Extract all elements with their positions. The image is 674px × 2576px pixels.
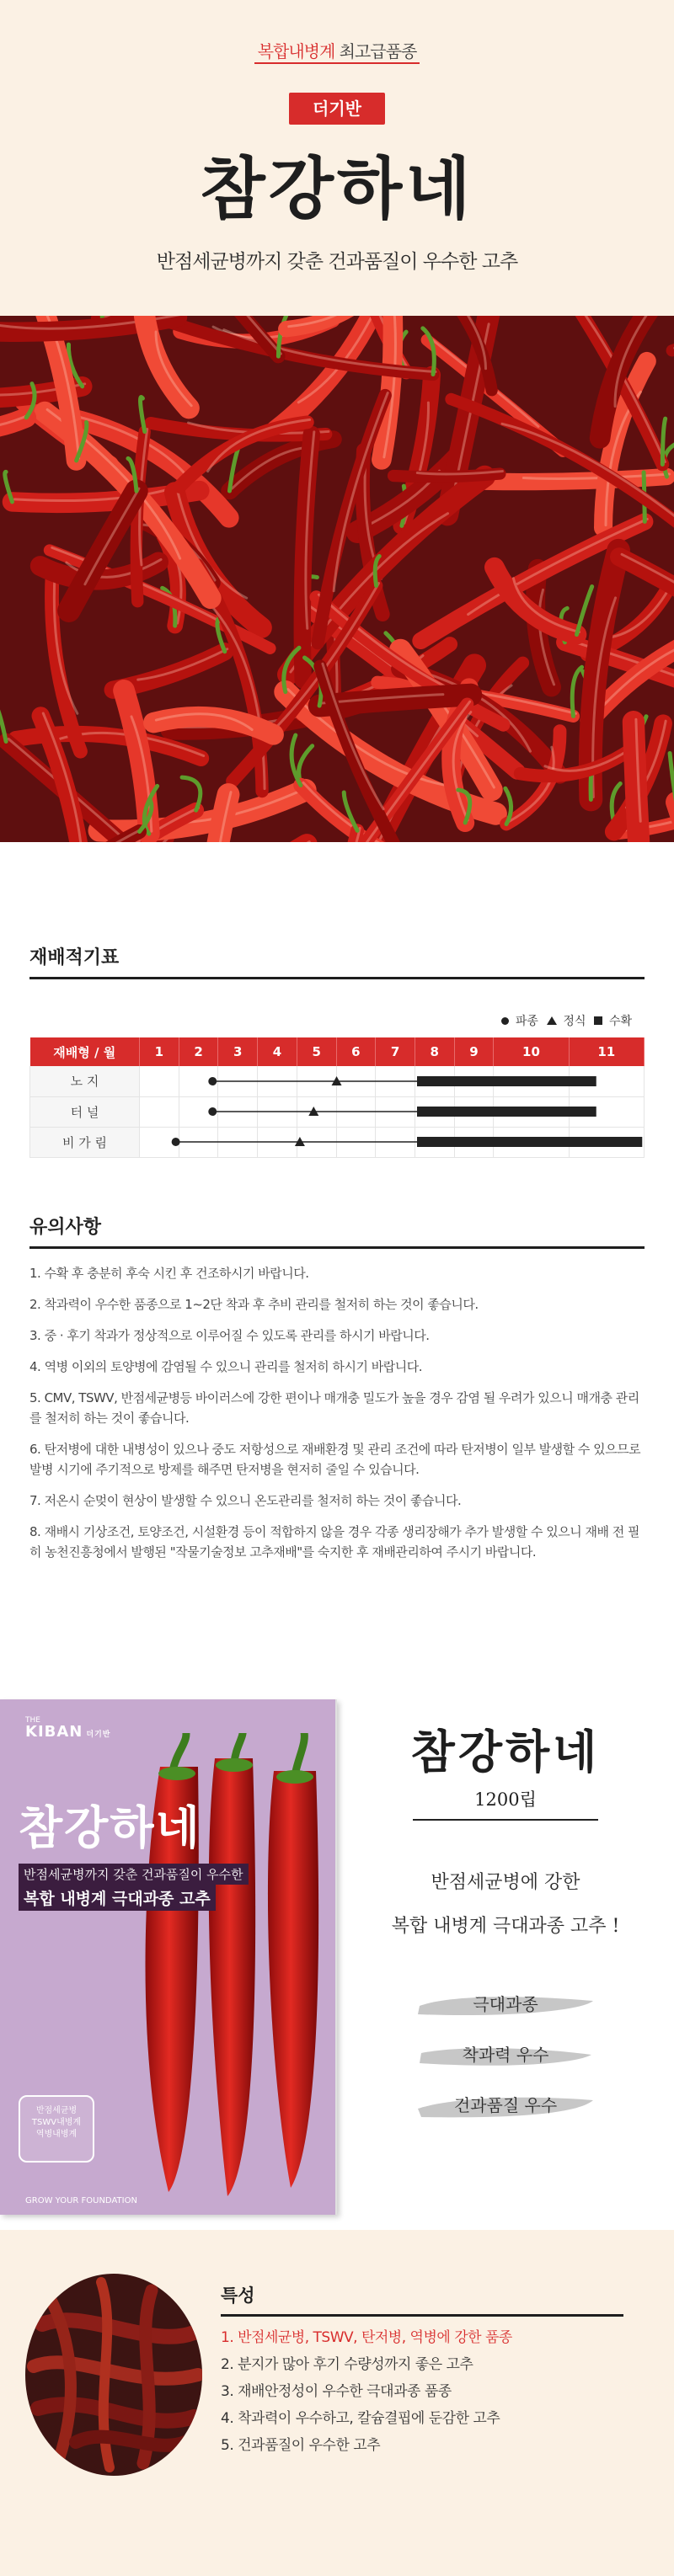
month-header: 7 — [376, 1037, 415, 1066]
month-header: 1 — [140, 1037, 179, 1066]
feature-chip: 건과품질 우수 — [413, 2087, 598, 2124]
table-row — [30, 1127, 645, 1157]
pepper-stem — [141, 397, 145, 432]
cultivation-table — [29, 1037, 645, 1158]
month-header: 10 — [494, 1037, 569, 1066]
notice-item: 5. CMV, TSWV, 반점세균병등 바이러스에 강한 편이나 매개충 밀도가 높을 경우 감염 될 우려가 있으니 매개충 관리를 철저히 하는 것이 좋습니다. — [29, 1390, 639, 1426]
notices-list — [29, 1263, 645, 1573]
feature-chip: 착과력 우수 — [413, 2036, 598, 2073]
cultivation-rule — [29, 977, 645, 979]
product-info-rule — [413, 1819, 598, 1821]
trait-item: 4. 착과력이 우수하고, 칼슘결핍에 둔감한 고추 — [221, 2410, 500, 2427]
hero-tag-prefix: 복합내병계 — [257, 41, 335, 61]
month-header: 9 — [454, 1037, 494, 1066]
package-line2: 복합 내병계 극대과종 고추 — [19, 1885, 216, 1911]
feature-chip: 극대과종 — [413, 1986, 598, 2023]
harvest-square-icon — [594, 1016, 602, 1025]
notice-item: 1. 수확 후 충분히 후숙 시킨 후 건조하시기 바랍니다. — [29, 1266, 309, 1281]
seed-count: 1200립 — [474, 1789, 537, 1810]
brand-badge: 더기반 — [289, 93, 385, 125]
month-header: 4 — [258, 1037, 297, 1066]
legend-sow: 파종 — [501, 1012, 538, 1029]
hero-tag-suffix: 최고급품종 — [339, 41, 417, 61]
plant-triangle-icon — [547, 1016, 557, 1025]
month-header: 8 — [415, 1037, 454, 1066]
hero-banner — [0, 0, 674, 316]
trait-item: 1. 반점세균병, TSWV, 탄저병, 역병에 강한 품종 — [221, 2329, 512, 2346]
pepper-stem — [576, 587, 591, 635]
trait-item: 5. 건과품질이 우수한 고추 — [221, 2437, 381, 2454]
month-header: 2 — [179, 1037, 218, 1066]
pepper-stem — [572, 667, 581, 716]
notice-item: 3. 중 · 후기 착과가 정상적으로 이루어질 수 있도록 관리를 하시기 바랍니다. — [29, 1328, 430, 1343]
row-label: 노 지 — [30, 1066, 140, 1096]
pepper-photo-illustration — [0, 316, 674, 842]
month-header: 11 — [569, 1037, 644, 1066]
pepper-photo — [0, 316, 674, 842]
package-brand: KIBAN 더기반 — [25, 1723, 111, 1741]
notice-item: 7. 저온시 순멎이 현상이 발생할 수 있으니 온도관리를 철저히 하는 것이 좋습니다. — [29, 1493, 462, 1508]
package-title: 참강하네 — [19, 1801, 201, 1854]
resistance-badge: 반점세균병 TSWV내병계 역병내병계 — [19, 2095, 94, 2163]
table-row — [30, 1066, 645, 1096]
traits-list — [221, 2324, 625, 2459]
product-desc-1: 반점세균병에 강한 — [431, 1872, 580, 1893]
table-row — [30, 1096, 645, 1127]
month-header: 3 — [218, 1037, 258, 1066]
traits-title: 특성 — [221, 2285, 255, 2306]
header-label: 재배형 / 월 — [30, 1037, 140, 1066]
product-subtitle: 반점세균병까지 갖춘 건과품질이 우수한 고추 — [156, 251, 518, 273]
seed-package — [0, 1699, 337, 2215]
product-desc-2: 복합 내병계 극대과종 고추 ! — [391, 1916, 620, 1937]
month-header: 6 — [336, 1037, 376, 1066]
trait-item: 3. 재배안정성이 우수한 극대과종 품종 — [221, 2383, 452, 2400]
cultivation-title: 재배적기표 — [29, 947, 120, 968]
notice-item: 8. 재배시 기상조건, 토양조건, 시설환경 등이 적합하지 않을 경우 각종 생리장해가 추가 발생할 수 있으니 재배 전 필히 농천진흥청에서 발행된 "작물기술정보 고추재배"를 숙지한 후 재배관리하여 주시기 바랍니다. — [29, 1524, 639, 1560]
trait-item: 2. 분지가 많아 후기 수량성까지 좋은 고추 — [221, 2356, 473, 2373]
package-footer: GROW YOUR FOUNDATION — [25, 2196, 137, 2205]
notice-item: 6. 탄저병에 대한 내병성이 있으나 중도 저항성으로 재배환경 및 관리 조건에 따라 탄저병이 일부 발생할 수 있으므로 발병 시기에 주기적으로 방제를 해주면 탄저병을 현저히 줄일 수 있습니다. — [29, 1442, 641, 1477]
product-info — [337, 1699, 674, 2215]
product-title: 참강하네 — [200, 149, 474, 228]
product-info-title: 참강하네 — [410, 1725, 601, 1779]
notice-item: 4. 역병 이외의 토양병에 감염될 수 있으니 관리를 철저히 하시기 바랍니다. — [29, 1359, 422, 1374]
sow-dot-icon — [501, 1017, 509, 1025]
legend-plant: 정식 — [547, 1012, 586, 1029]
dried-pepper-image — [25, 2274, 202, 2476]
notices-rule — [29, 1246, 645, 1249]
package-line1: 반점세균병까지 갖춘 건과품질이 우수한 — [19, 1864, 249, 1885]
dried-pepper-illustration — [25, 2274, 202, 2476]
legend-harvest: 수확 — [594, 1012, 632, 1029]
cultivation-header-row — [30, 1037, 645, 1066]
package-brand-small: THE — [25, 1716, 40, 1725]
traits-rule — [221, 2314, 623, 2317]
notice-item: 2. 착과력이 우수한 품종으로 1~2단 착과 후 추비 관리를 철저히 하는 것이 좋습니다. — [29, 1297, 479, 1312]
cultivation-legend — [501, 1012, 632, 1029]
hero-tag — [0, 38, 674, 62]
row-label: 비 가 림 — [30, 1127, 140, 1157]
month-header: 5 — [297, 1037, 336, 1066]
notices-title: 유의사항 — [29, 1217, 102, 1238]
row-label: 터 널 — [30, 1096, 140, 1127]
